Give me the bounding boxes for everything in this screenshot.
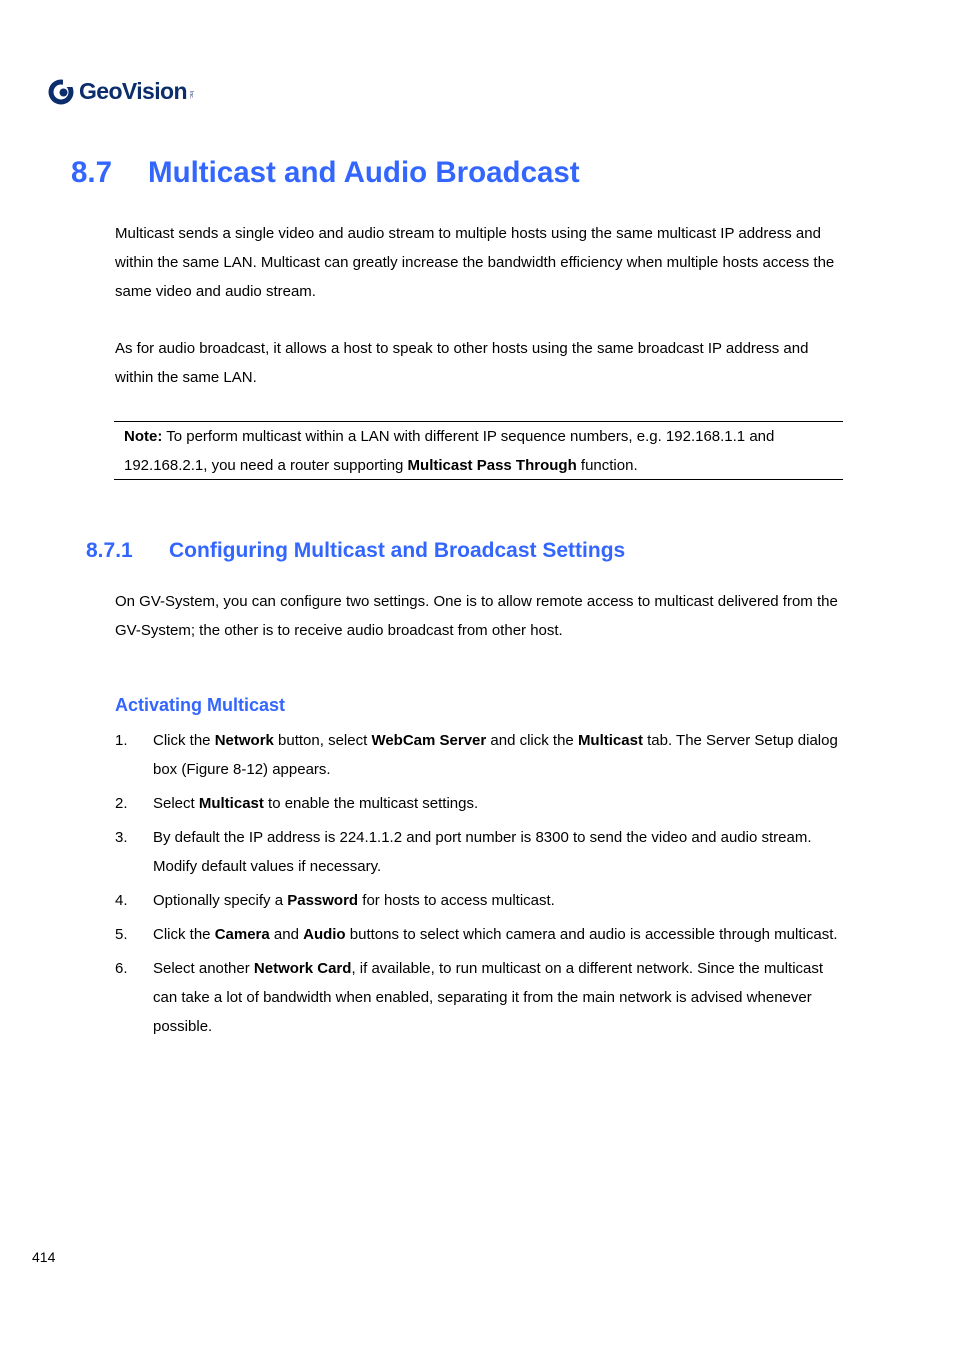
list-item: 1. Click the Network button, select WebCam Server and click the Multicast tab. The Server Setup dialog box (Figure 8-12) appears.	[115, 732, 838, 778]
logo-registered-mark: Inc.	[187, 90, 194, 100]
geovision-logo	[46, 74, 194, 108]
list-item: 2. Select Multicast to enable the multicast settings.	[115, 795, 479, 812]
list-item: 6. Select another Network Card, if available, to run multicast on a different network. Since the multicast can take a lot of bandwidth when enabled, separating it from the main network is advised whenever possible.	[115, 960, 824, 1035]
steps-list	[115, 726, 845, 1046]
configure-paragraph: On GV-System, you can configure two settings. One is to allow remote access to multicast delivered from the GV-System; the other is to receive audio broadcast from other host.	[115, 593, 838, 639]
audio-broadcast-paragraph: As for audio broadcast, it allows a host to speak to other hosts using the same broadcast IP address and within the same LAN.	[115, 340, 809, 386]
subsection-number: 8.7.1	[86, 539, 133, 562]
list-item: 5. Click the Camera and Audio buttons to select which camera and audio is accessible through multicast.	[115, 926, 838, 943]
section-title-text: Multicast and Audio Broadcast	[148, 156, 580, 189]
geovision-logo-icon	[46, 76, 76, 106]
note-text: Note: To perform multicast within a LAN with different IP sequence numbers, e.g. 192.168.1.1 and 192.168.2.1, you need a router supporting Multicast Pass Through function.	[124, 428, 775, 474]
page-number: 414	[32, 1249, 56, 1265]
note-box	[114, 421, 843, 480]
logo-text: GeoVision	[79, 77, 187, 104]
note-label: Note:	[124, 428, 163, 445]
multicast-intro-paragraph: Multicast sends a single video and audio stream to multiple hosts using the same multicast IP address and within the same LAN. Multicast can greatly increase the bandwidth efficiency when multiple hosts access the same video and audio stream.	[115, 225, 835, 300]
activating-multicast-heading: Activating Multicast	[115, 695, 286, 715]
subsection-title-text: Configuring Multicast and Broadcast Settings	[169, 539, 626, 562]
section-number: 8.7	[71, 156, 113, 189]
subsection-title	[86, 539, 625, 563]
list-item: 4. Optionally specify a Password for hosts to access multicast.	[115, 892, 555, 909]
list-item: 3. By default the IP address is 224.1.1.2 and port number is 8300 to send the video and audio stream. Modify default values if necessary.	[115, 829, 812, 875]
section-title	[71, 156, 580, 190]
